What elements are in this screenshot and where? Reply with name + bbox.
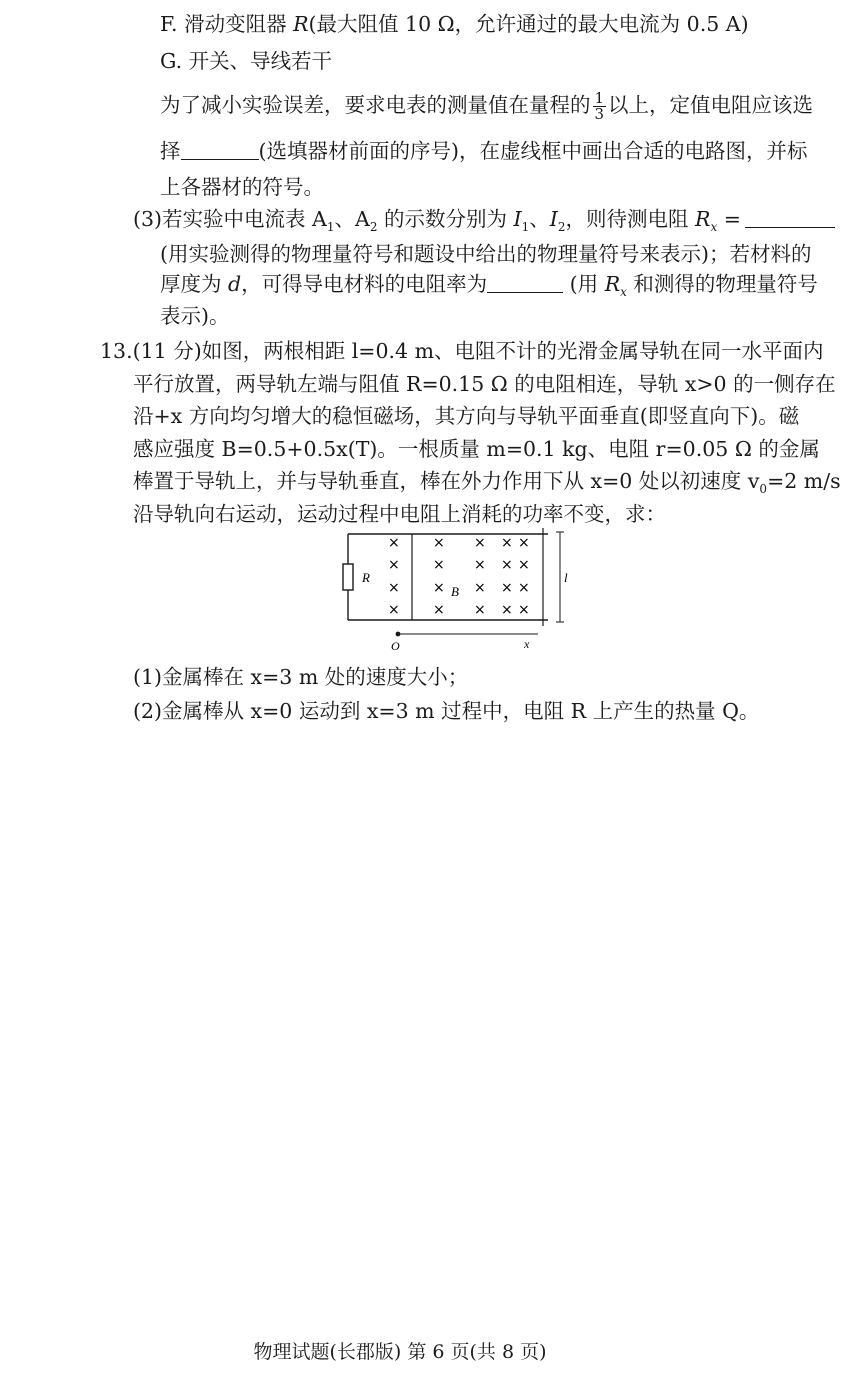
field-cross-mark: × [501, 602, 513, 618]
field-cross-mark: × [388, 535, 400, 551]
field-cross-mark: × [501, 557, 513, 573]
p3-line4: 表示)。 [160, 304, 230, 328]
resistor-symbol [343, 564, 353, 590]
magnetic-field-crosses [388, 535, 530, 618]
field-cross-mark: × [433, 602, 445, 618]
answer-blank-rx[interactable] [745, 209, 835, 228]
field-cross-mark: × [388, 557, 400, 573]
field-cross-mark: × [518, 535, 530, 551]
q13-line5: 棒置于导轨上，并与导轨垂直，棒在外力作用下从 x=0 处以初速度 $v_0=2$ m/s [133, 469, 841, 497]
q13-line2: 平行放置，两导轨左端与阻值 R=0.15 Ω 的电阻相连，导轨 x>0 的一侧存在 [133, 372, 836, 396]
p3-line2: (用实验测得的物理量符号和题设中给出的物理量符号来表示)；若材料的 [160, 242, 812, 266]
fraction-one-third: $\frac{1}{3}$ [594, 89, 605, 123]
item-F: F. 滑动变阻器 R(最大阻值 10 Ω，允许通过的最大电流为 0.5 A) [160, 12, 749, 36]
origin-label: O [391, 639, 400, 653]
field-cross-mark: × [388, 602, 400, 618]
field-cross-mark: × [501, 535, 513, 551]
page-footer: 物理试题(长郡版) 第 6 页(共 8 页) [253, 1341, 547, 1363]
field-cross-mark: × [518, 580, 530, 596]
field-cross-mark: × [433, 557, 445, 573]
item-G: G. 开关、导线若干 [160, 49, 333, 73]
q13-line3: 沿+x 方向均匀增大的稳恒磁场，其方向与导轨平面垂直(即竖直向下)。磁 [133, 404, 800, 428]
answer-blank-resistivity[interactable] [487, 274, 563, 293]
field-cross-mark: × [501, 580, 513, 596]
p2-line2: 择 (选填器材前面的序号)，在虚线框中画出合适的电路图，并标 [160, 139, 808, 163]
rail-magnetic-field-diagram [338, 524, 578, 654]
x-axis-label: x [524, 637, 530, 651]
p3-line1: (3)若实验中电流表 $A_1$、$A_2$ 的示数分别为 $I_1$、$I_2$，则待测电阻 $R_x$ = [133, 205, 835, 241]
p3-line3: 厚度为 d，可得导电材料的电阻率为 (用 $R_x$ 和测得的物理量符号 [160, 272, 818, 300]
answer-blank-resistor[interactable] [181, 141, 259, 160]
field-cross-mark: × [433, 580, 445, 596]
field-cross-mark: × [474, 557, 486, 573]
field-label: B [451, 584, 459, 599]
q13-line4: 感应强度 B=0.5+0.5x(T)。一根质量 m=0.1 kg、电阻 r=0.05 Ω 的金属 [133, 437, 820, 461]
l-label: l [564, 570, 568, 585]
field-cross-mark: × [388, 580, 400, 596]
q13-sub1: (1)金属棒在 x=3 m 处的速度大小； [133, 665, 469, 689]
field-cross-mark: × [474, 580, 486, 596]
q13-sub2: (2)金属棒从 x=0 运动到 x=3 m 过程中，电阻 R 上产生的热量 Q。 [133, 699, 760, 723]
q13-line6: 沿导轨向右运动，运动过程中电阻上消耗的功率不变，求： [133, 502, 666, 526]
field-cross-mark: × [518, 557, 530, 573]
q13-line1: 13.(11 分)如图，两根相距 l=0.4 m、电阻不计的光滑金属导轨在同一水平面内 [100, 339, 824, 363]
p2-line1: 为了减小实验误差，要求电表的测量值在量程的 $\frac{1}{3}$ 以上，定值电阻应该选 [160, 89, 814, 123]
field-cross-mark: × [474, 535, 486, 551]
origin-point [396, 632, 401, 637]
field-cross-mark: × [474, 602, 486, 618]
p2-line3: 上各器材的符号。 [160, 175, 324, 199]
field-cross-mark: × [518, 602, 530, 618]
field-cross-mark: × [433, 535, 445, 551]
resistor-label: R [362, 570, 370, 585]
